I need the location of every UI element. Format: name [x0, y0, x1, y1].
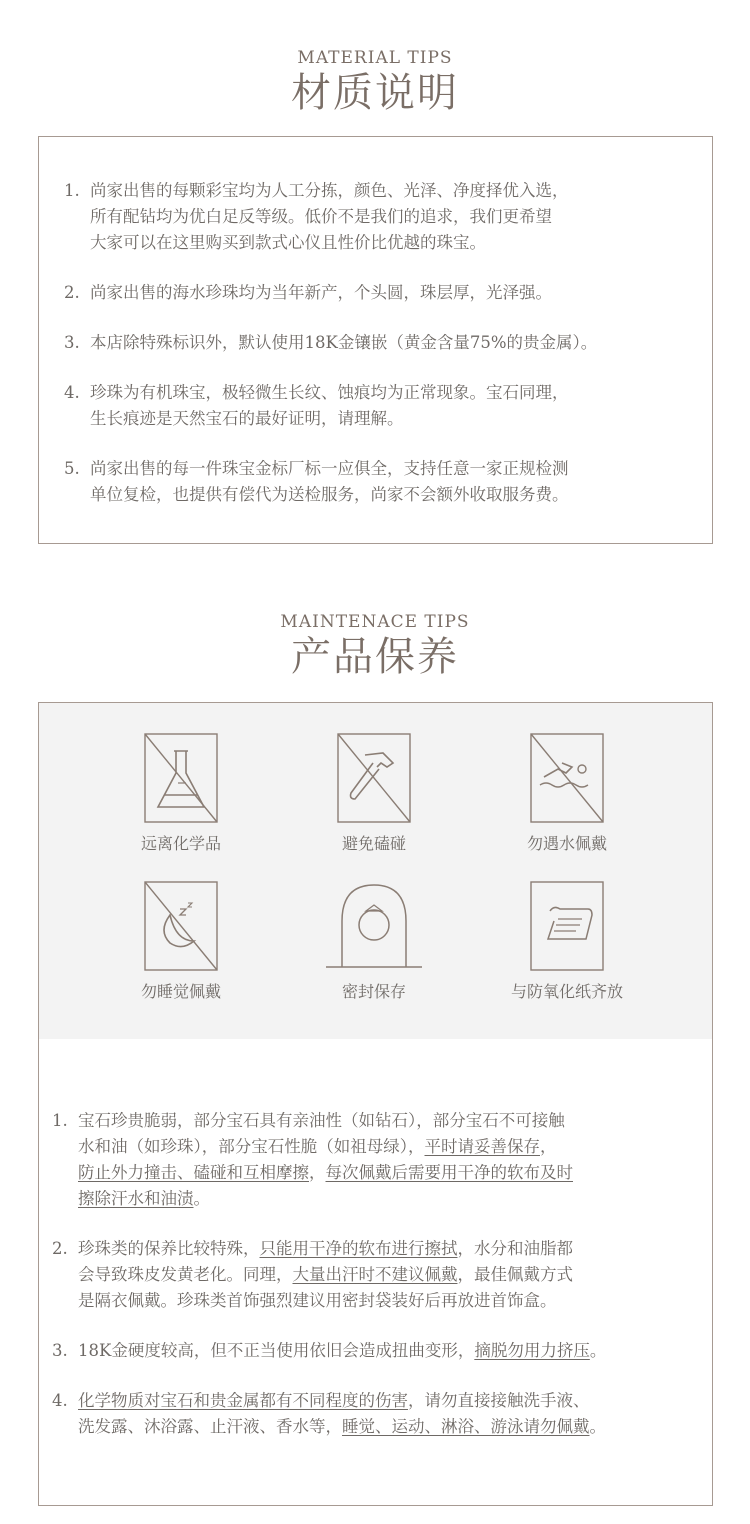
maintenance-list	[52, 1108, 702, 1464]
emphasis-text: 平时请妥善保存	[424, 1137, 540, 1156]
list-item	[52, 1108, 702, 1212]
item-line: 本店除特殊标识外，默认使用18K金镶嵌（黄金含量75%的贵金属）。	[90, 333, 598, 352]
tip-sealed	[294, 881, 454, 1002]
item-line	[78, 1388, 702, 1414]
item-line	[78, 1134, 702, 1160]
tip-label: 密封保存	[341, 982, 406, 1001]
emphasis-text: 只能用干净的软布进行擦拭	[259, 1239, 458, 1258]
item-number: 4.	[52, 1391, 68, 1410]
list-item	[64, 280, 694, 306]
list-item	[64, 380, 694, 432]
tip-label: 勿遇水佩戴	[526, 834, 607, 853]
item-line: 尚家出售的每一件珠宝金标厂标一应俱全，支持任意一家正规检测	[90, 459, 569, 478]
item-number: 4.	[64, 383, 80, 402]
icon-panel	[39, 703, 712, 1039]
item-number: 1.	[64, 181, 80, 200]
emphasis-text: 睡觉、运动、淋浴、游泳请勿佩戴	[342, 1417, 590, 1436]
material-title-cn: 材质说明	[291, 70, 459, 116]
tip-no-chemicals	[101, 733, 261, 854]
item-line: 生长痕迹是天然宝石的最好证明，请理解。	[90, 409, 404, 428]
item-line: 单位复检，也提供有偿代为送检服务，尚家不会额外收取服务费。	[90, 485, 569, 504]
item-line: 尚家出售的每颗彩宝均为人工分拣，颜色、光泽、净度择优入选，	[90, 181, 569, 200]
maintenance-title-cn: 产品保养	[291, 634, 459, 680]
line-text: 。	[589, 1341, 607, 1360]
tip-label: 勿睡觉佩戴	[140, 982, 221, 1001]
tip-anti-oxidation-paper	[487, 881, 647, 1002]
sealed-bag-icon	[324, 881, 424, 971]
emphasis-text: 防止外力撞击、磕碰和互相摩擦	[78, 1163, 309, 1182]
hammer-icon	[337, 733, 411, 823]
item-number: 1.	[52, 1111, 68, 1130]
line-text: 。	[589, 1417, 606, 1436]
line-text: 洗发露、沐浴露、止汗液、香水等，	[78, 1417, 342, 1436]
item-line	[78, 1414, 702, 1440]
item-line: 所有配钻均为优白足反等级。低价不是我们的追求，我们更希望	[90, 207, 552, 226]
material-list	[64, 178, 694, 532]
tip-label: 与防氧化纸齐放	[510, 982, 623, 1001]
emphasis-text: 化学物质对宝石和贵金属都有不同程度的伤害	[78, 1391, 408, 1410]
tip-label: 避免磕碰	[341, 834, 406, 853]
line-text: 是隔衣佩戴。珍珠类首饰强烈建议用密封袋装好后再放进首饰盒。	[78, 1291, 557, 1310]
item-line	[78, 1186, 702, 1212]
tip-label: 远离化学品	[140, 834, 221, 853]
sleep-moon-icon	[144, 881, 218, 971]
item-line	[78, 1262, 702, 1288]
item-number: 3.	[52, 1341, 68, 1360]
material-title-en: MATERIAL TIPS	[297, 48, 453, 68]
line-text: ，	[309, 1163, 326, 1182]
item-line: 大家可以在这里购买到款式心仪且性价比优越的珠宝。	[90, 233, 486, 252]
line-text: ，请勿直接接触洗手液、	[408, 1391, 590, 1410]
swimming-icon	[530, 733, 604, 823]
line-text: 18K金硬度较高，但不正当使用依旧会造成扭曲变形，	[78, 1341, 475, 1360]
list-item	[64, 330, 694, 356]
line-text: 水和油（如珍珠），部分宝石性脆（如祖母绿），	[78, 1137, 425, 1156]
paper-icon	[530, 881, 604, 971]
list-item	[64, 456, 694, 508]
maintenance-title-en: MAINTENACE TIPS	[280, 612, 470, 632]
list-item	[64, 178, 694, 256]
emphasis-text: 擦除汗水和油渍	[78, 1189, 194, 1208]
list-item	[52, 1338, 702, 1364]
material-header	[0, 48, 750, 116]
item-line: 尚家出售的海水珍珠均为当年新产，个头圆，珠层厚，光泽强。	[90, 283, 552, 302]
item-line	[78, 1108, 702, 1134]
item-line: 珍珠为有机珠宝，极轻微生长纹、蚀痕均为正常现象。宝石同理，	[90, 383, 569, 402]
item-number: 3.	[64, 333, 80, 352]
line-text: ，最佳佩戴方式	[457, 1265, 573, 1284]
tip-no-sleep	[101, 881, 261, 1002]
line-text: 宝石珍贵脆弱，部分宝石具有亲油性（如钻石），部分宝石不可接触	[78, 1111, 565, 1130]
list-item	[52, 1388, 702, 1440]
item-number: 5.	[64, 459, 80, 478]
maintenance-header	[0, 612, 750, 680]
flask-icon	[144, 733, 218, 823]
line-text: 珍珠类的保养比较特殊，	[78, 1239, 260, 1258]
line-text: 。	[193, 1189, 210, 1208]
emphasis-text: 每次佩戴后需要用干净的软布及时	[325, 1163, 573, 1182]
list-item	[52, 1236, 702, 1314]
item-number: 2.	[52, 1239, 68, 1258]
tip-avoid-bumps	[294, 733, 454, 854]
tip-no-water	[487, 733, 647, 854]
line-text: ，水分和油脂都	[457, 1239, 573, 1258]
emphasis-text: 大量出汗时不建议佩戴	[292, 1265, 458, 1284]
line-text: ，	[540, 1137, 557, 1156]
item-line	[78, 1288, 702, 1314]
item-number: 2.	[64, 283, 80, 302]
item-line	[78, 1160, 702, 1186]
item-line	[78, 1338, 702, 1364]
line-text: 会导致珠皮发黄老化。同理，	[78, 1265, 293, 1284]
emphasis-text: 摘脱勿用力挤压	[474, 1341, 590, 1360]
item-line	[78, 1236, 702, 1262]
